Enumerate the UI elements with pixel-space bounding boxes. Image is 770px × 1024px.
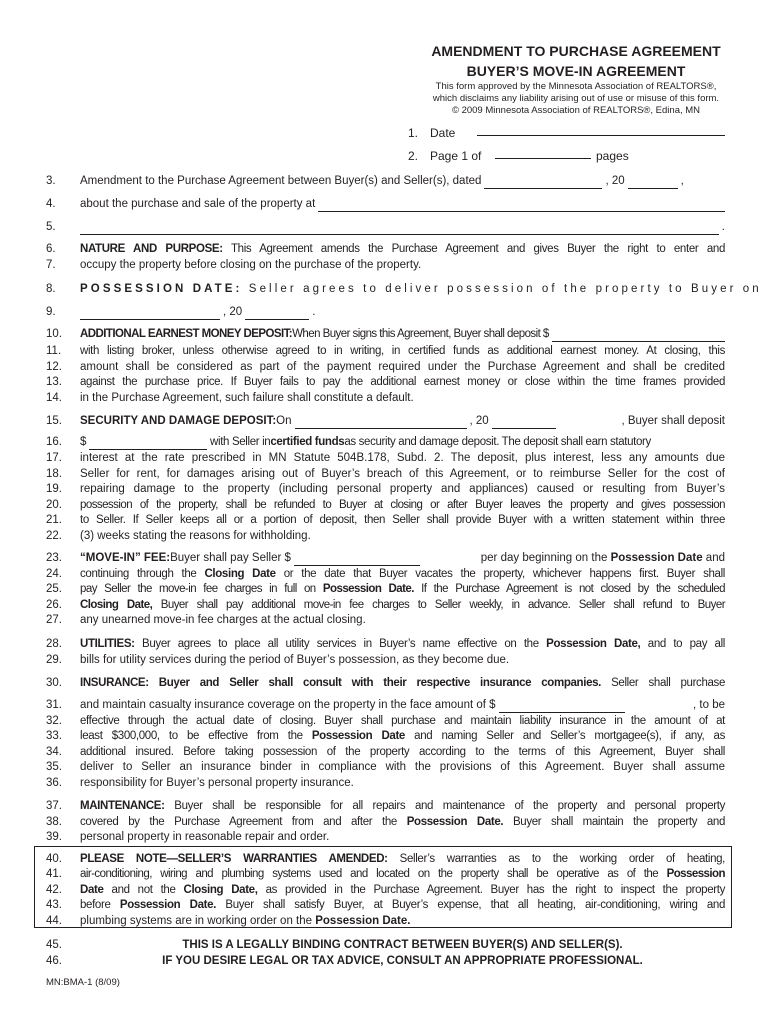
form-title-line-2: BUYER’S MOVE-IN AGREEMENT (466, 63, 686, 79)
security-deposit-text: possession of the property, shall be refunded to Buyer at closing or after Buyer leaves the property and gives possession (80, 499, 725, 511)
line-number: 26. (46, 599, 62, 611)
form-id: MN:BMA-1 (8/09) (46, 977, 120, 988)
agreement-line (80, 173, 725, 189)
earnest-money-line: ADDITIONAL EARNEST MONEY DEPOSIT: When Buyer signs this Agreement, Buyer shall deposit $ (80, 326, 725, 342)
line-number: 36. (46, 777, 62, 789)
maintenance-heading: MAINTENANCE: (80, 800, 165, 812)
line-number: 19. (46, 483, 62, 495)
insurance-text: deliver to Seller an insurance binder in compliance with the provisions of this Agreement. Buyer shall assume (80, 761, 725, 773)
earnest-money-text: with listing broker, unless otherwise agreed to in writing, in certified funds as additional earnest money. At closing, this (80, 345, 725, 357)
security-deposit-year-field[interactable] (492, 417, 556, 429)
line-number: 34. (46, 746, 62, 758)
line-number: 37. (46, 800, 62, 812)
legal-notice: THIS IS A LEGALLY BINDING CONTRACT BETWEEN BUYER(S) AND SELLER(S). (182, 939, 623, 951)
security-deposit-text: repairing damage to the property (including personal property and appliances) caused or resulting from Buyer’s (80, 483, 725, 495)
line-number: 27. (46, 614, 62, 626)
earnest-money-text: amount shall be considered as part of the payment required under the Purchase Agreement and shall be credited (80, 361, 725, 373)
line-number: 35. (46, 761, 62, 773)
warranty-notice-line: Date and not the Closing Date, as provided in the Purchase Agreement. Buyer has the right to inspect the property (80, 884, 725, 896)
security-deposit-date-field[interactable] (295, 417, 467, 429)
possession-date-fields-line: , 20 . (80, 304, 725, 320)
line-number: 33. (46, 730, 62, 742)
line-number: 23. (46, 552, 62, 564)
warranty-notice-line: before Possession Date. Buyer shall satisfy Buyer, at Buyer’s expense, that all heating, air-conditioning, wiring and (80, 899, 726, 911)
line-number: 42. (46, 884, 62, 896)
date-field[interactable] (477, 124, 725, 136)
property-address-field[interactable] (318, 200, 725, 212)
warranty-notice-heading: PLEASE NOTE—SELLER’S WARRANTIES AMENDED: (80, 853, 388, 865)
line-number: 41. (46, 868, 62, 880)
agreement-text: Amendment to the Purchase Agreement between Buyer(s) and Seller(s), dated (80, 175, 482, 187)
line-number: 29. (46, 654, 62, 666)
line-number: 12. (46, 361, 62, 373)
property-text: about the purchase and sale of the property at (80, 198, 316, 210)
nature-purpose-line-2: occupy the property before closing on the purchase of the property. (80, 259, 422, 271)
line-number: 18. (46, 468, 62, 480)
line-number: 9. (46, 306, 56, 318)
line-number: 11. (46, 345, 62, 357)
agreement-year-field[interactable] (628, 177, 678, 189)
insurance-heading: INSURANCE: Buyer and Seller shall consult with their respective insurance companies. (80, 677, 602, 689)
possession-date-line: POSSESSION DATE: Seller agrees to deliver possession of the property to Buyer on (80, 283, 762, 295)
year-prefix: , 20 (605, 175, 625, 187)
move-in-fee-text: continuing through the Closing Date or the date that Buyer vacates the property, whichever happens first. Buyer shall (80, 568, 725, 580)
line-number: 8. (46, 283, 56, 295)
security-deposit-text: to Seller. If Seller keeps all or a portion of deposit, then Seller shall provide Buyer with a written statement within three (80, 514, 725, 526)
line-number: 10. (46, 328, 62, 340)
move-in-fee-text: pay Seller the move-in fee charges in full on Possession Date. If the Purchase Agreement is not closed by the scheduled (80, 583, 726, 595)
move-in-fee-text: any unearned move-in fee charges at the actual closing. (80, 614, 366, 626)
nature-purpose-heading: NATURE AND PURPOSE: (80, 243, 223, 255)
security-deposit-text: Seller for rent, for damages arising out of Buyer’s breach of this Agreement, or to reimburse Seller for the cost of (80, 468, 725, 480)
warranty-notice-line: PLEASE NOTE—SELLER’S WARRANTIES AMENDED: Seller’s warranties as to the working order of heating, (80, 853, 726, 865)
move-in-fee-amount-field[interactable] (294, 554, 420, 566)
maintenance-line-3: personal property in reasonable repair and order. (80, 831, 330, 843)
line-number: 46. (46, 955, 62, 967)
line-number: 2. (408, 149, 419, 163)
line-number: 17. (46, 452, 62, 464)
insurance-text: additional insured. Before taking possession of the property according to the terms of this Agreement, Buyer shall (80, 746, 725, 758)
approval-notice-line-2: which disclaims any liability arising out of use or misuse of this form. (432, 93, 720, 104)
approval-notice-line-1: This form approved by the Minnesota Association of REALTORS®, (435, 81, 717, 92)
form-title-line-1: AMENDMENT TO PURCHASE AGREEMENT (431, 43, 721, 59)
insurance-amount-field[interactable] (499, 701, 625, 713)
property-address-continued-line (80, 219, 725, 235)
line-number: 15. (46, 415, 62, 427)
warranty-notice-line: plumbing systems are in working order on the Possession Date. (80, 915, 411, 927)
maintenance-line-2: covered by the Purchase Agreement from and after the Possession Date. Buyer shall maintain the property and (80, 816, 725, 828)
line-number: 20. (46, 499, 62, 511)
line-number: 40. (46, 853, 62, 865)
earnest-money-text: against the purchase price. If Buyer fails to pay the additional earnest money or close within the time frames provided (80, 376, 725, 388)
line-number: 45. (46, 939, 62, 951)
nature-purpose-line-1: NATURE AND PURPOSE: This Agreement amends the Purchase Agreement and gives Buyer the right to enter and (80, 243, 725, 255)
security-deposit-heading: SECURITY AND DAMAGE DEPOSIT: (80, 415, 277, 427)
line-number: 21. (46, 514, 62, 526)
date-label: Date (430, 126, 456, 140)
move-in-fee-line: “MOVE-IN” FEE: Buyer shall pay Seller $ per day beginning on the Possession Date and (80, 552, 725, 564)
agreement-date-field[interactable] (484, 177, 602, 189)
line-number: 13. (46, 376, 62, 388)
line-number: 28. (46, 638, 62, 650)
line-number: 22. (46, 530, 62, 542)
utilities-heading: UTILITIES: (80, 638, 135, 650)
line-number: 30. (46, 677, 62, 689)
insurance-text: least $300,000, to be effective from the Possession Date and naming Seller and Seller’s mortgagee(s), if any, as (80, 730, 725, 742)
line-number: 3. (46, 175, 56, 187)
pages-label: pages (596, 149, 629, 163)
property-address-continued-field[interactable] (80, 223, 719, 235)
possession-date-field[interactable] (80, 308, 220, 320)
earnest-money-amount-field[interactable] (552, 330, 725, 342)
security-deposit-amount-line: $ with Seller in certified funds as security and damage deposit. The deposit shall earn statutory (80, 436, 651, 448)
move-in-fee-heading: “MOVE-IN” FEE: (80, 552, 171, 564)
security-deposit-text: (3) weeks stating the reasons for withholding. (80, 530, 311, 542)
security-deposit-amount-field[interactable] (89, 438, 207, 450)
line-number: 31. (46, 699, 62, 711)
line-number: 16. (46, 436, 62, 448)
period: . (721, 221, 725, 233)
utilities-line-1: UTILITIES: Buyer agrees to place all utility services in Buyer’s name effective on the Possession Date, and to pay all (80, 638, 725, 650)
insurance-line-1: INSURANCE: Buyer and Seller shall consult with their respective insurance companies. Seller shall purchase (80, 677, 725, 689)
security-deposit-text: interest at the rate prescribed in MN Statute 504B.178, Subd. 2. The deposit, plus interest, less any amounts due (80, 452, 725, 464)
possession-year-field[interactable] (245, 308, 309, 320)
line-number: 7. (46, 259, 56, 271)
maintenance-line-1: MAINTENANCE: Buyer shall be responsible for all repairs and maintenance of the property and personal property (80, 800, 725, 812)
line-number: 25. (46, 583, 62, 595)
warranty-notice-line: air-conditioning, wiring and plumbing systems used and located on the property shall be operative as of the Possession (80, 868, 725, 880)
property-address-line (80, 196, 725, 212)
move-in-fee-text: Closing Date, Buyer shall pay additional move-in fee charges to Seller weekly, in advance. Seller shall refund to Buyer (80, 599, 725, 611)
line-number: 32. (46, 715, 62, 727)
line-number: 24. (46, 568, 62, 580)
copyright-notice: © 2009 Minnesota Association of REALTORS®, Edina, MN (451, 105, 701, 116)
earnest-money-text: in the Purchase Agreement, such failure shall constitute a default. (80, 392, 414, 404)
line-number: 6. (46, 243, 56, 255)
insurance-text: responsibility for Buyer’s personal property insurance. (80, 777, 354, 789)
insurance-amount-line: and maintain casualty insurance coverage on the property in the face amount of $ , to be (80, 699, 725, 711)
line-number: 38. (46, 816, 62, 828)
insurance-text: effective through the actual date of closing. Buyer shall purchase and maintain liability insurance in the amount of at (80, 715, 725, 727)
line-number: 43. (46, 899, 62, 911)
line-number: 1. (408, 126, 419, 140)
comma: , (680, 175, 684, 187)
security-deposit-line: SECURITY AND DAMAGE DEPOSIT: On , 20 , Buyer shall deposit (80, 415, 725, 427)
possession-date-heading: POSSESSION DATE: (80, 283, 243, 295)
line-number: 4. (46, 198, 56, 210)
line-number: 5. (46, 221, 56, 233)
line-number: 39. (46, 831, 62, 843)
line-number: 44. (46, 915, 62, 927)
total-pages-field[interactable] (495, 147, 591, 159)
utilities-line-2: bills for utility services during the period of Buyer’s possession, as they become due. (80, 654, 510, 666)
legal-advice-notice: IF YOU DESIRE LEGAL OR TAX ADVICE, CONSULT AN APPROPRIATE PROFESSIONAL. (162, 955, 643, 967)
earnest-money-heading: ADDITIONAL EARNEST MONEY DEPOSIT: (80, 328, 293, 340)
line-number: 14. (46, 392, 62, 404)
page-label: Page 1 of (430, 149, 482, 163)
